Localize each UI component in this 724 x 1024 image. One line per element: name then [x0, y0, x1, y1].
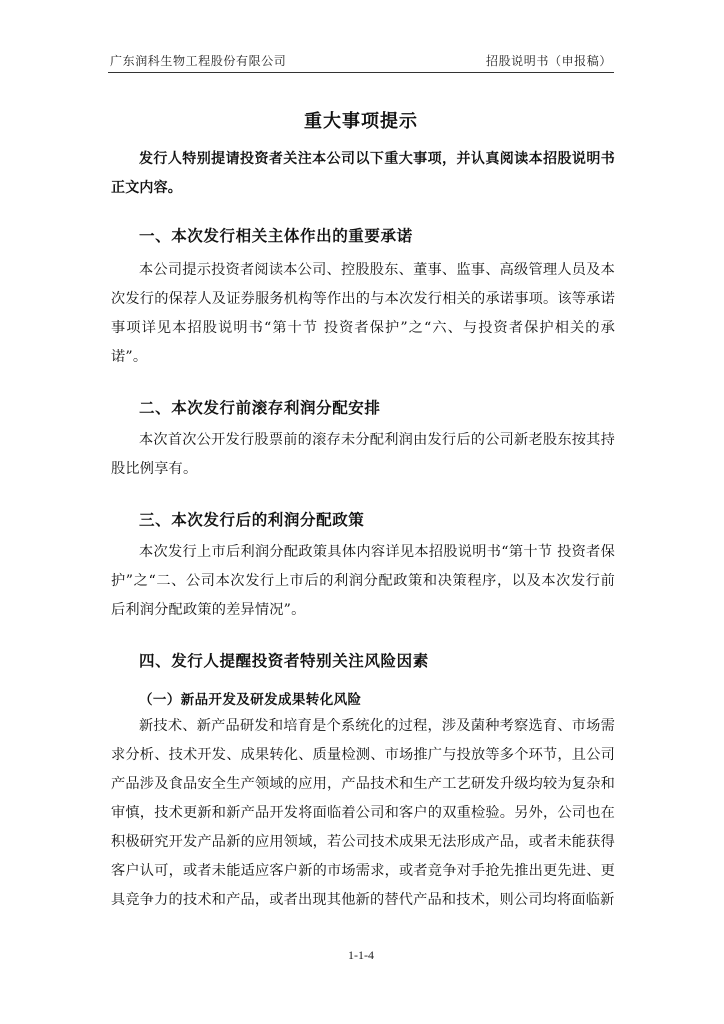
section-body-1: 本公司提示投资者阅读本公司、控股股东、董事、监事、高级管理人员及本次发行的保荐人及证券服务机构等作出的与本次发行相关的承诺事项。该等承诺事项详见本招股说明书“第十节 投资者保护”之“六、与投资者保护相关的承诺”。 — [111, 262, 615, 365]
section-body-4: 新技术、新产品研发和培育是个系统化的过程，涉及菌种考察选育、市场需求分析、技术开发、成果转化、质量检测、市场推广与投放等多个环节，且公司产品涉及食品安全生产领域的应用，产品技术和生产工艺研发升级均较为复杂和审慎，技术更新和新产品开发将面临着公司和客户的双重检验。另外，公司也在积极研究开发产品新的应用领域，若公司技术成果无法形成产品，或者未能获得客户认可，或者未能适应客户新的市场需求，或者竞争对手抢先推出更先进、更具竞争力的技术和产品，或者出现其他新的替代产品和技术，则公司均将面临新 — [111, 718, 615, 908]
page-number: 1-1-4 — [348, 948, 374, 962]
section-heading-2: 二、本次发行前滚存利润分配安排 — [139, 399, 381, 417]
section-body-2: 本次首次公开发行股票前的滚存未分配利润由发行后的公司新老股东按其持股比例享有。 — [111, 432, 615, 477]
page-title: 重大事项提示 — [304, 111, 418, 132]
header-divider — [108, 72, 614, 73]
page-header — [108, 52, 614, 70]
section-heading-1: 一、本次发行相关主体作出的重要承诺 — [139, 227, 413, 245]
intro-paragraph: 发行人特别提请投资者关注本公司以下重大事项，并认真阅读本招股说明书正文内容。 — [111, 151, 615, 196]
header-company-name: 广东润科生物工程股份有限公司 — [110, 54, 287, 68]
section-heading-3: 三、本次发行后的利润分配政策 — [139, 511, 365, 529]
section-body-3: 本次发行上市后利润分配政策具体内容详见本招股说明书“第十节 投资者保护”之“二、公司本次发行上市后的利润分配政策和决策程序，以及本次发行前后利润分配政策的差异情况”。 — [111, 544, 615, 618]
header-document-type: 招股说明书（申报稿） — [485, 54, 612, 68]
risk-subheading-1: （一）新品开发及研发成果转化风险 — [139, 692, 362, 708]
section-heading-4: 四、发行人提醒投资者特别关注风险因素 — [139, 652, 429, 670]
